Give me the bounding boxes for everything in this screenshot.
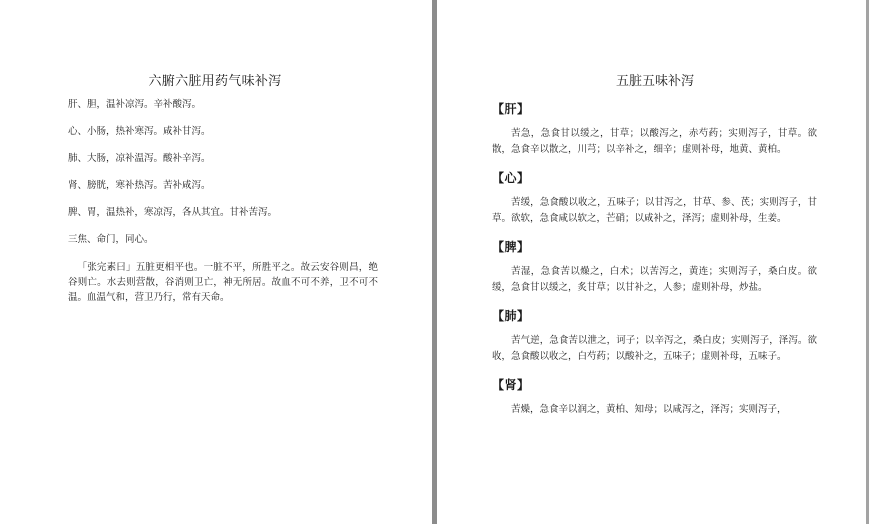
text-line-kidney-bladder: 肾、膀胱，寒补热泻。苦补咸泻。 (68, 180, 211, 191)
text-line-spleen-stomach: 脾、胃，温热补，寒凉泻，各从其宜。甘补苦泻。 (68, 207, 278, 218)
section-heading-liver: 【肝】 (492, 102, 530, 116)
right-page-body (492, 102, 817, 432)
left-page-title: 六腑六脏用药气味补泻 (148, 74, 282, 89)
text-line-lung-large-intestine: 肺、大肠，凉补温泻。酸补辛泻。 (68, 153, 211, 164)
text-line-sanjiao-mingmen: 三焦、命门，同心。 (68, 234, 154, 245)
text-line-heart-small-intestine: 心、小肠，热补寒泻。咸补甘泻。 (68, 126, 211, 137)
section-heading-lung: 【肺】 (492, 309, 530, 323)
section-text-kidney: 苦燥，急食辛以润之，黄柏、知母；以咸泻之，泽泻；实则泻子， (511, 404, 787, 415)
section-text-liver: 苦急，急食甘以缓之，甘草；以酸泻之，赤芍药；实则泻子，甘草。欲散，急食辛以散之，川芎；以辛补之，细辛；虚则补母，地黄、黄柏。 (492, 128, 817, 155)
section-heading-spleen: 【脾】 (492, 240, 530, 254)
section-text-heart: 苦缓，急食酸以收之，五味子；以甘泻之，甘草、参、芪；实则泻子，甘草。欲软，急食咸以软之，芒硝；以咸补之，泽泻；虚则补母，生姜。 (492, 197, 817, 224)
left-page (0, 0, 432, 524)
text-line-liver-gallbladder: 肝、胆，温补凉泻。辛补酸泻。 (68, 99, 202, 110)
quote-paragraph: 「张完素曰」五脏更相平也。一脏不平，所胜平之。故云安谷则昌，绝谷则亡。水去则营散，谷消则卫亡，神无所居。故血不可不养，卫不可不温。血温气和，营卫乃行，常有天命。 (68, 262, 378, 303)
section-heading-heart: 【心】 (492, 171, 530, 185)
right-page (437, 0, 869, 524)
section-text-lung: 苦气逆，急食苦以泄之，诃子；以辛泻之，桑白皮；实则泻子，泽泻。欲收，急食酸以收之，白芍药；以酸补之，五味子；虚则补母，五味子。 (492, 335, 817, 362)
section-heading-kidney: 【肾】 (492, 378, 530, 392)
section-text-spleen: 苦湿，急食苦以燥之，白术；以苦泻之，黄连；实则泻子，桑白皮。欲缓，急食甘以缓之，炙甘草；以甘补之，人参；虚则补母，炒盐。 (492, 266, 817, 293)
left-page-body (68, 98, 378, 305)
right-page-title: 五脏五味补泻 (615, 74, 694, 89)
